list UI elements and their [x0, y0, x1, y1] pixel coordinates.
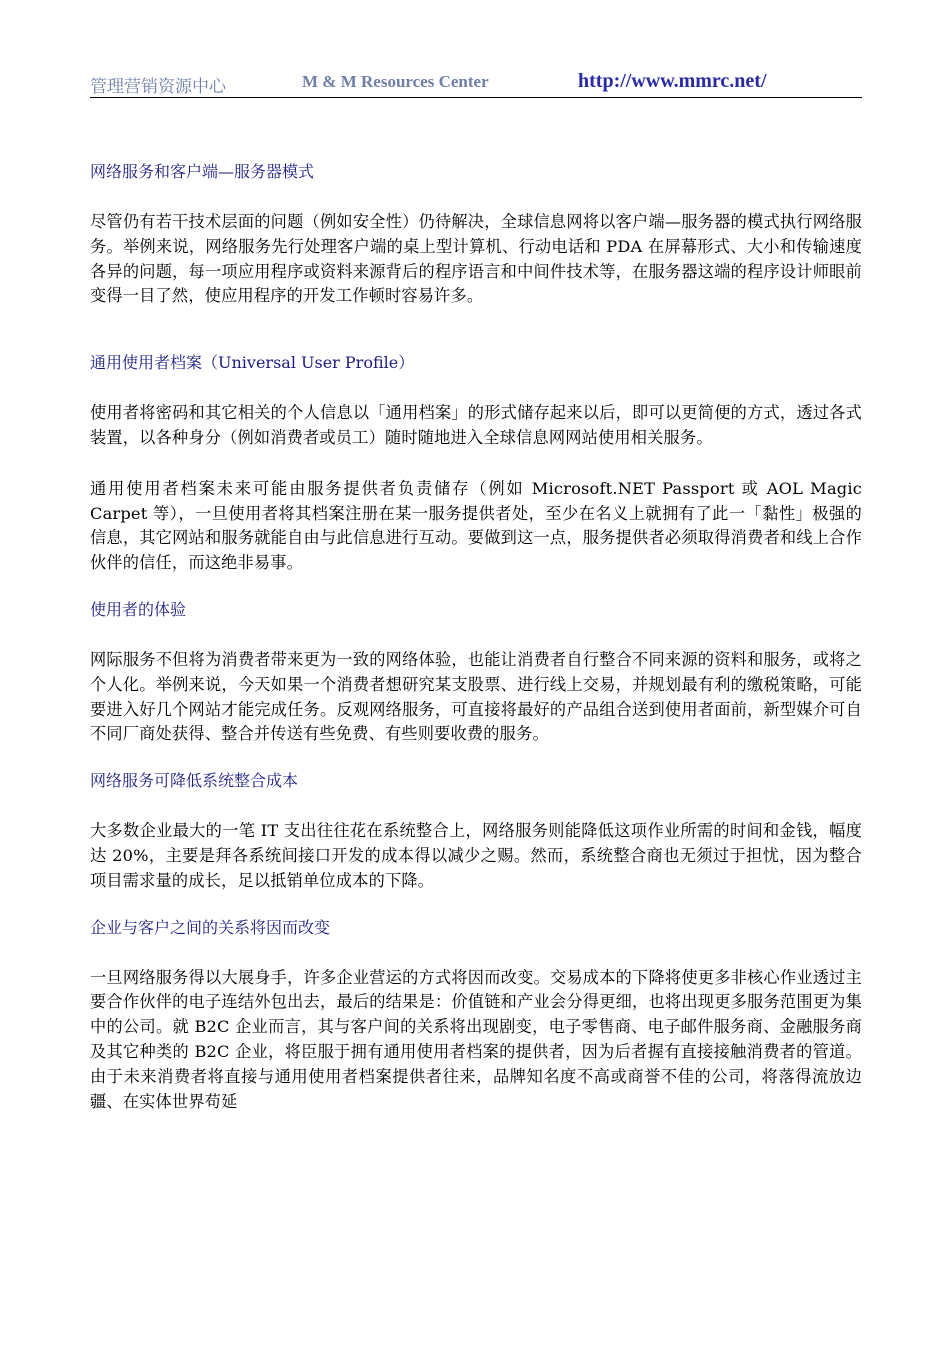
- document-body: [90, 160, 862, 1114]
- section-paragraph: 通用使用者档案未来可能由服务提供者负责储存（例如 Microsoft.NET Passport 或 AOL Magic Carpet 等），一旦使用者将其档案注册在某一服务提供者处，至少在名义上就拥有了此一「黏性」极强的信息，其它网站和服务就能自由与此信息进行互动。要做到这一点，服务提供者必须取得消费者和线上合作伙伴的信任，而这绝非易事。: [90, 478, 862, 573]
- section-paragraph: 一旦网络服务得以大展身手，许多企业营运的方式将因而改变。交易成本的下降将使更多非核心作业透过主要合作伙伴的电子连结外包出去，最后的结果是：价值链和产业会分得更细，也将出现更多服务范围更为集中的公司。就 B2C 企业而言，其与客户间的关系将出现剧变，电子零售商、电子邮件服务商、金融服务商及其它种类的 B2C 企业，将臣服于拥有通用使用者档案的提供者，因为后者握有直接接触消费者的管道。由于未来消费者将直接与通用使用者档案提供者往来，品牌知名度不高或商誉不佳的公司，将落得流放边疆、在实体世界苟延: [90, 967, 862, 1111]
- section-heading: 企业与客户之间的关系将因而改变: [90, 917, 331, 937]
- section-paragraph: 使用者将密码和其它相关的个人信息以「通用档案」的形式储存起来以后，即可以更简便的方式，透过各式装置，以各种身分（例如消费者或员工）随时随地进入全球信息网网站使用相关服务。: [90, 403, 862, 447]
- section-paragraph: 网际服务不但将为消费者带来更为一致的网络体验，也能让消费者自行整合不同来源的资料和服务，或将之个人化。举例来说，今天如果一个消费者想研究某支股票、进行线上交易，并规划最有利的缴税策略，可能要进入好几个网站才能完成任务。反观网络服务，可直接将最好的产品组合送到使用者面前，新型媒介可自不同厂商处获得、整合并传送有些免费、有些则要收费的服务。: [90, 649, 862, 744]
- section-heading: 通用使用者档案（Universal User Profile）: [90, 353, 415, 373]
- section-paragraph: 尽管仍有若干技术层面的问题（例如安全性）仍待解决，全球信息网将以客户端—服务器的模式执行网络服务。举例来说，网络服务先行处理客户端的桌上型计算机、行动电话和 PDA 在屏幕形式、大小和传输速度各异的问题，每一项应用程序或资料来源背后的程序语言和中间件技术等，在服务器这端的程序设计师眼前变得一目了然，使应用程序的开发工作顿时容易许多。: [90, 212, 862, 306]
- header-url-link[interactable]: http://www.mmrc.net/: [578, 70, 767, 92]
- section-paragraph: 大多数企业最大的一笔 IT 支出往往花在系统整合上，网络服务则能降低这项作业所需的时间和金钱，幅度达 20%，主要是拜各系统间接口开发的成本得以减少之赐。然而，系统整合商也无须过于担忧，因为整合项目需求量的成长，足以抵销单位成本的下降。: [90, 821, 862, 890]
- header-org-english: M & M Resources Center: [302, 72, 489, 91]
- section-heading: 使用者的体验: [90, 599, 187, 619]
- section-heading: 网络服务和客户端—服务器模式: [90, 162, 315, 181]
- page-header: [90, 70, 862, 98]
- header-org-chinese: 管理营销资源中心: [90, 77, 226, 97]
- section-heading: 网络服务可降低系统整合成本: [90, 771, 299, 791]
